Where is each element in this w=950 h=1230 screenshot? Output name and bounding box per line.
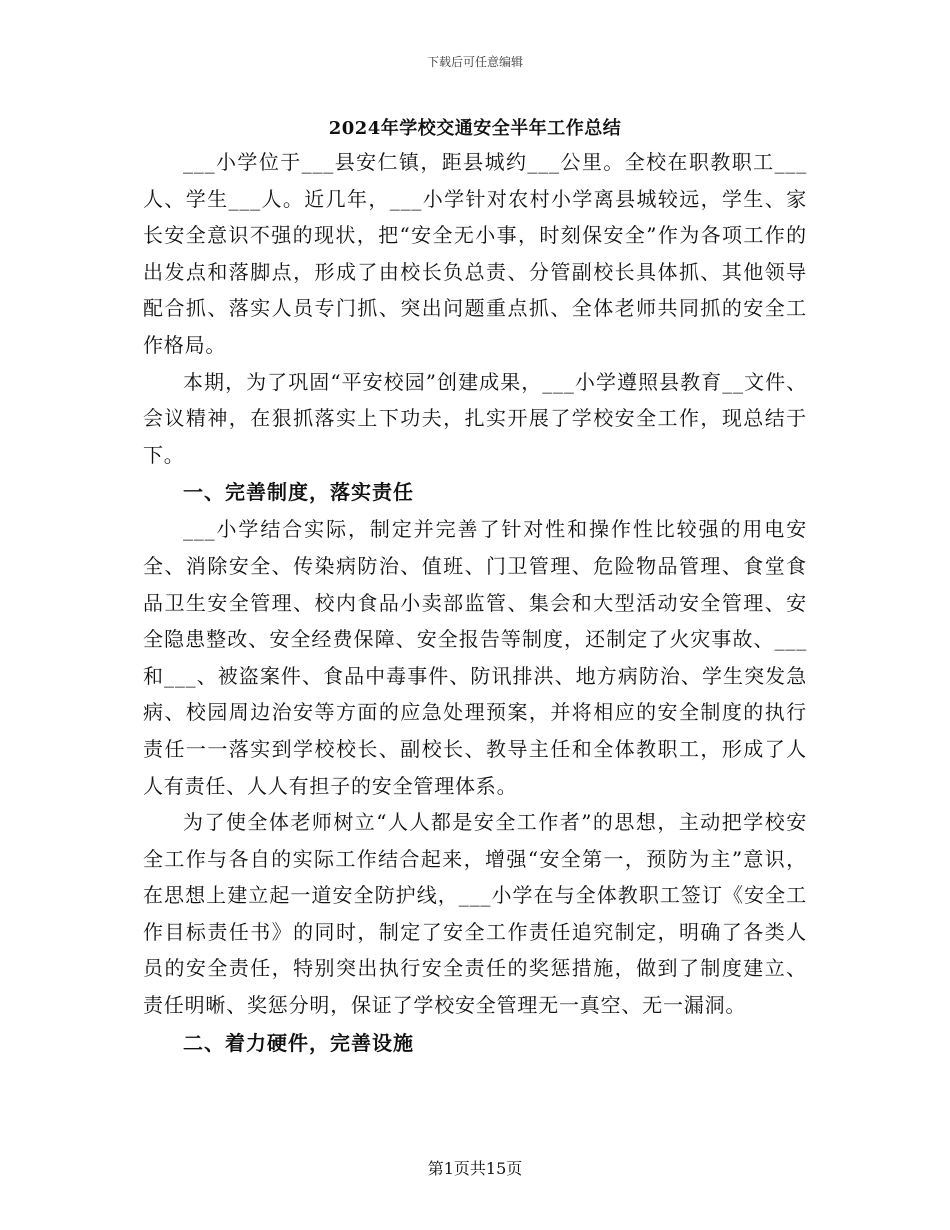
document-title: 2024年学校交通安全半年工作总结 [328, 118, 622, 139]
page-header-note: 下载后可任意编辑 [426, 55, 523, 69]
paragraph-intro: ___小学位于___县安仁镇，距县城约___公里。全校在职教职工___人、学生___人。近几年，___小学针对农村小学离县城较远，学生、家长安全意识不强的现状，把“安全无小事，时刻保安全”作为各项工作的出发点和落脚点，形成了由校长负总责、分管副校长具体抓、其他领导配合抓、落实人员专门抓、突出问题重点抓、全体老师共同抓的安全工作格局。 [143, 150, 807, 357]
section-heading-1: 一、完善制度，落实责任 [183, 480, 414, 505]
page-number-footer: 第1页共15页 [427, 1159, 523, 1178]
section1-paragraph-2: 为了使全体老师树立“人人都是安全工作者”的思想，主动把学校安全工作与各自的实际工作结合起来，增强“安全第一，预防为主”意识，在思想上建立起一道安全防护线，___小学在与全体教职工签订《安全工作目标责任书》的同时，制定了安全工作责任追究制定，明确了各类人员的安全责任，特别突出执行安全责任的奖惩措施，做到了制度建立、责任明晰、奖惩分明，保证了学校安全管理无一真空、无一漏洞。 [143, 810, 807, 1018]
paragraph-summary: 本期，为了巩固“平安校园”创建成果，___小学遵照县教育__文件、会议精神，在狠抓落实上下功夫，扎实开展了学校安全工作，现总结于下。 [143, 369, 807, 467]
section1-paragraph-1: ___小学结合实际，制定并完善了针对性和操作性比较强的用电安全、消除安全、传染病防治、值班、门卫管理、危险物品管理、食堂食品卫生安全管理、校内食品小卖部监管、集会和大型活动安全管理、安全隐患整改、安全经费保障、安全报告等制度，还制定了火灾事故、___和___、被盗案件、食品中毒事件、防讯排洪、地方病防治、学生突发急病、校园周边治安等方面的应急处理预案，并将相应的安全制度的执行责任一一落实到学校校长、副校长、教导主任和全体教职工，形成了人人有责任、人人有担子的安全管理体系。 [143, 517, 807, 798]
document-body [143, 144, 807, 1062]
section-heading-2: 二、着力硬件，完善设施 [183, 1030, 414, 1055]
